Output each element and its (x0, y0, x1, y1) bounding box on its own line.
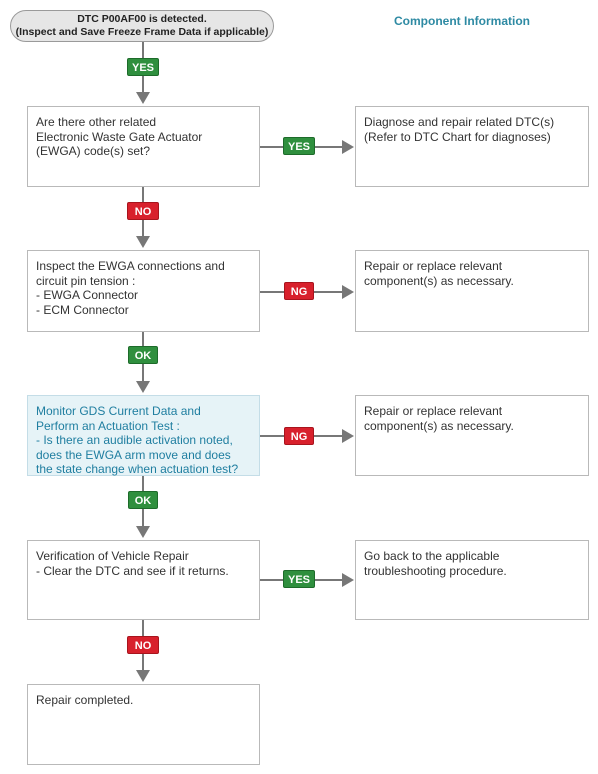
arrow-down-icon (136, 236, 150, 248)
start-line-2: (Inspect and Save Freeze Frame Data if applicable) (15, 26, 269, 38)
step-monitor-gds-actuation: Monitor GDS Current Data and Perform an Actuation Test : - Is there an audible activation noted, does the EWGA arm move and does the state change when actuation test? (27, 395, 260, 476)
arrow-down-icon (136, 670, 150, 682)
side-go-back-troubleshooting: Go back to the applicable troubleshooting procedure. (355, 540, 589, 620)
arrow-right-icon (342, 429, 354, 443)
arrow-down-icon (136, 526, 150, 538)
start-terminal (10, 10, 274, 42)
step-verification-repair: Verification of Vehicle Repair - Clear the DTC and see if it returns. (27, 540, 260, 620)
component-information-link[interactable]: Component Information (394, 14, 530, 28)
side-diagnose-related-dtc: Diagnose and repair related DTC(s) (Refer to DTC Chart for diagnoses) (355, 106, 589, 187)
ok-badge: OK (128, 491, 158, 509)
yes-badge: YES (283, 570, 315, 588)
side-repair-replace-2: Repair or replace relevant component(s) as necessary. (355, 395, 589, 476)
arrow-right-icon (342, 573, 354, 587)
no-badge: NO (127, 202, 159, 220)
ok-badge: OK (128, 346, 158, 364)
arrow-right-icon (342, 140, 354, 154)
ng-badge: NG (284, 282, 314, 300)
start-line-1: DTC P00AF00 is detected. (77, 13, 207, 25)
yes-badge: YES (127, 58, 159, 76)
step-related-codes: Are there other related Electronic Waste Gate Actuator (EWGA) code(s) set? (27, 106, 260, 187)
ng-badge: NG (284, 427, 314, 445)
side-repair-replace-1: Repair or replace relevant component(s) as necessary. (355, 250, 589, 332)
step-repair-completed: Repair completed. (27, 684, 260, 765)
yes-badge: YES (283, 137, 315, 155)
no-badge: NO (127, 636, 159, 654)
arrow-right-icon (342, 285, 354, 299)
arrow-down-icon (136, 381, 150, 393)
step-inspect-connections: Inspect the EWGA connections and circuit pin tension : - EWGA Connector - ECM Connector (27, 250, 260, 332)
arrow-down-icon (136, 92, 150, 104)
